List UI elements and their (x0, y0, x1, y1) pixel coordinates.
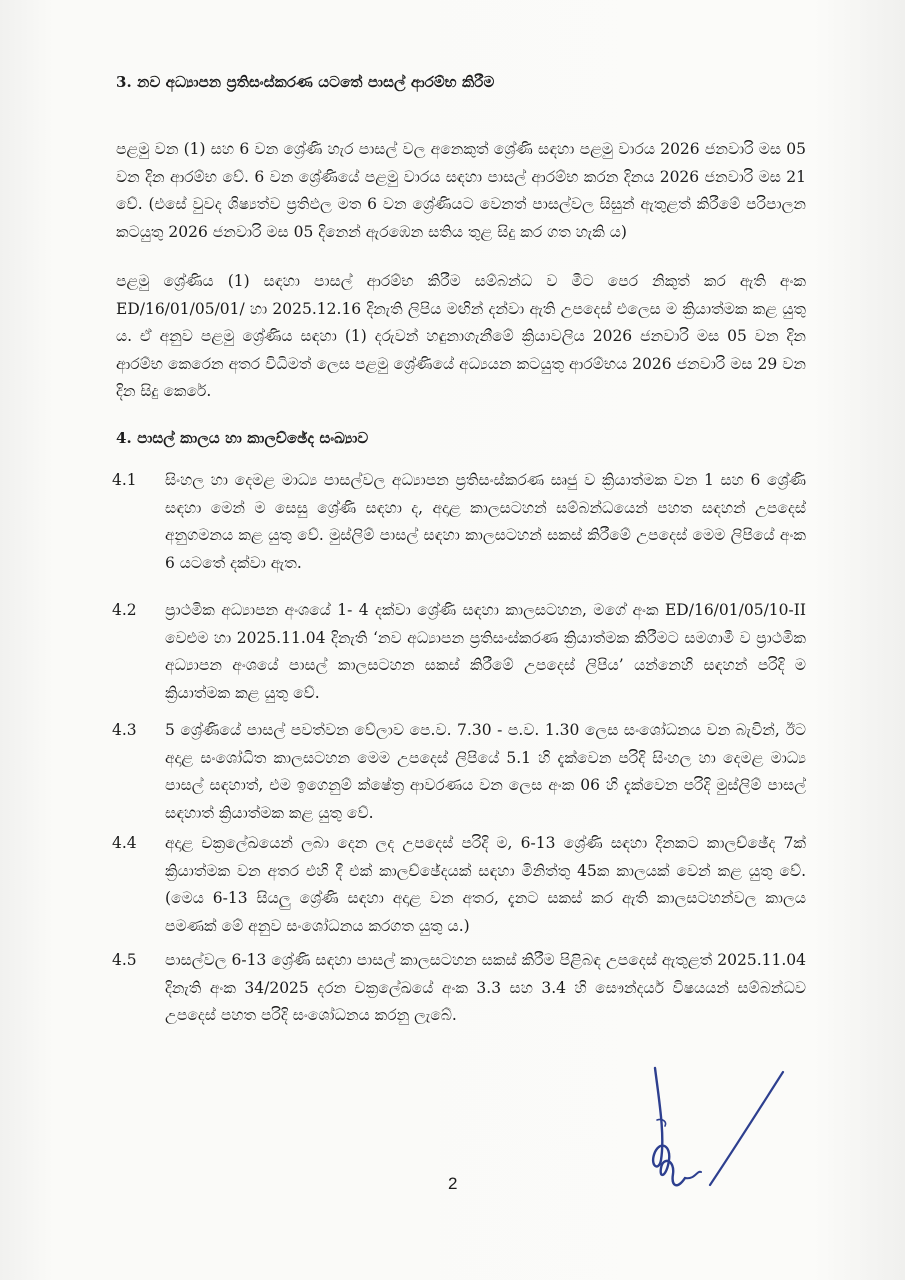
page-number: 2 (448, 1174, 458, 1193)
item-text: 5 ශ්‍රේණියේ පාසල් පවත්වන වේලාව පෙ.ව. 7.30 - ප.ව. 1.30 ලෙස සංශෝධනය වන බැවින්, ඊට අදාළ සංශෝධිත කාලසටහන මෙම උපදෙස් ලිපියේ 5.1 හි දැක්වෙන පරිදි සිංහල හා දෙමළ මාධ්‍ය පාසල් සඳහාත්, එම ඉගෙනුම් ක්ෂේත්‍ර ආවරණය වන ලෙස අංක 06 හි දැක්වෙන පරිදි මුස්ලිම් පාසල් සඳහාත් ක්‍රියාත්මක කළ යුතු වේ. (165, 721, 806, 822)
item-number: 4.4 (112, 834, 137, 852)
section-3-paragraph-2: පළමු ශ්‍රේණිය (1) සඳහා පාසල් ආරම්භ කිරීම සම්බන්ධ ව මීට පෙර නිකුත් කර ඇති අංක ED/16/01/05/01/ හා 2025.12.16 දිනැති ලිපිය මඟින් දන්වා ඇති උපදෙස් එලෙස ම ක්‍රියාත්මක කළ යුතු ය. ඒ අනුව පළමු ශ්‍රේණිය සඳහා (1) දරුවන් හඳුනාගැනීමේ ක්‍රියාවලිය 2026 ජනවාරි මස 05 වන දින ආරම්භ කෙරෙන අතර විධිමත් ලෙස පළමු ශ්‍රේණියේ අධ්‍යයන කටයුතු ආරම්භය 2026 ජනවාරි මස 29 වන දින සිදු කෙරේ. (116, 272, 806, 401)
section-3-paragraph-1: පළමු වන (1) සහ 6 වන ශ්‍රේණි හැර පාසල් වල අනෙකුත් ශ්‍රේණි සඳහා පළමු වාරය 2026 ජනවාරි මස 05 වන දින ආරම්භ වේ. 6 වන ශ්‍රේණියේ පළමු වාරය සඳහා පාසල් ආරම්භ කරන දිනය 2026 ජනවාරි මස 21 වේ. (එසේ වුවද ශිෂ්‍යත්ව ප්‍රතිඵල මත 6 වන ශ්‍රේණියට වෙනත් පාසල්වල සිසුන් ඇතුළත් කිරීමේ පරිපාලන කටයුතු 2026 ජනවාරි මස 05 දිනෙන් ඇරඹෙන සතිය තුළ සිදු කර ගත හැකි ය) (116, 140, 806, 241)
item-text: අදාළ චක්‍රලේඛයෙන් ලබා දෙන ලද උපදෙස් පරිදි ම, 6-13 ශ්‍රේණි සඳහා දිනකට කාලච්ඡේද 7ක් ක්‍රියාත්මක වන අතර එහි දී එක් කාලච්ඡේදයක් සඳහා මිනිත්තු 45ක කාලයක් වෙන් කළ යුතු වේ. (මෙය 6-13 සියලු ශ්‍රේණි සඳහා අදාළ වන අතර, දැනට සකස් කර ඇති කාලසටහන්වල කාලය පමණක් මේ අනුව සංශෝධනය කරගත යුතු ය.) (165, 834, 806, 935)
item-number: 4.1 (112, 471, 137, 489)
section-3-heading: 3. නව අධ්‍යාපන ප්‍රතිසංස්කරණ යටතේ පාසල් ආරම්භ කිරීම (116, 73, 495, 91)
item-number: 4.5 (112, 951, 137, 969)
item-text: පාසල්වල 6-13 ශ්‍රේණි සඳහා පාසල් කාලසටහන සකස් කිරීම පිළිබඳ උපදෙස් ඇතුළත් 2025.11.04 දිනැති අංක 34/2025 දරන චක්‍රලේඛයේ අංක 3.3 සහ 3.4 හි සෞන්දර්ය විෂයයන් සම්බන්ධව උපදෙස් පහත පරිදි සංශෝධනය කරනු ලැබේ. (165, 951, 806, 1025)
item-number: 4.2 (112, 601, 137, 619)
section-4-heading: 4. පාසල් කාලය හා කාලච්ඡේද සංඛ්‍යාව (116, 429, 369, 447)
item-text: ප්‍රාථමික අධ්‍යාපන අංශයේ 1- 4 දක්වා ශ්‍රේණි සඳහා කාලසටහන, මගේ අංක ED/16/01/05/10-II වෙළුම හා 2025.11.04 දිනැති ‘නව අධ්‍යාපන ප්‍රතිසංස්කරණ ක්‍රියාත්මක කිරීමට සමගාමී ව ප්‍රාථමික අධ්‍යාපන අංශයේ පාසල් කාලසටහන සකස් කිරීමේ උපදෙස් ලිපිය’ යන්නෙහි සඳහන් පරිදි ම ක්‍රියාත්මක කළ යුතු වේ. (165, 601, 806, 702)
item-text: සිංහල හා දෙමළ මාධ්‍ය පාසල්වල අධ්‍යාපන ප්‍රතිසංස්කරණ සෘජු ව ක්‍රියාත්මක වන 1 සහ 6 ශ්‍රේණි සඳහා මෙන් ම සෙසු ශ්‍රේණි සඳහා ද, අදාළ කාලසටහන් සම්බන්ධයෙන් පහත සඳහන් උපදෙස් අනුගමනය කළ යුතු වේ. මුස්ලිම් පාසල් සඳහා කාලසටහන් සකස් කිරීමේ උපදෙස් මෙම ලිපියේ අංක 6 යටතේ දක්වා ඇත. (165, 471, 806, 572)
signature-icon (615, 1060, 795, 1210)
item-number: 4.3 (112, 721, 137, 739)
